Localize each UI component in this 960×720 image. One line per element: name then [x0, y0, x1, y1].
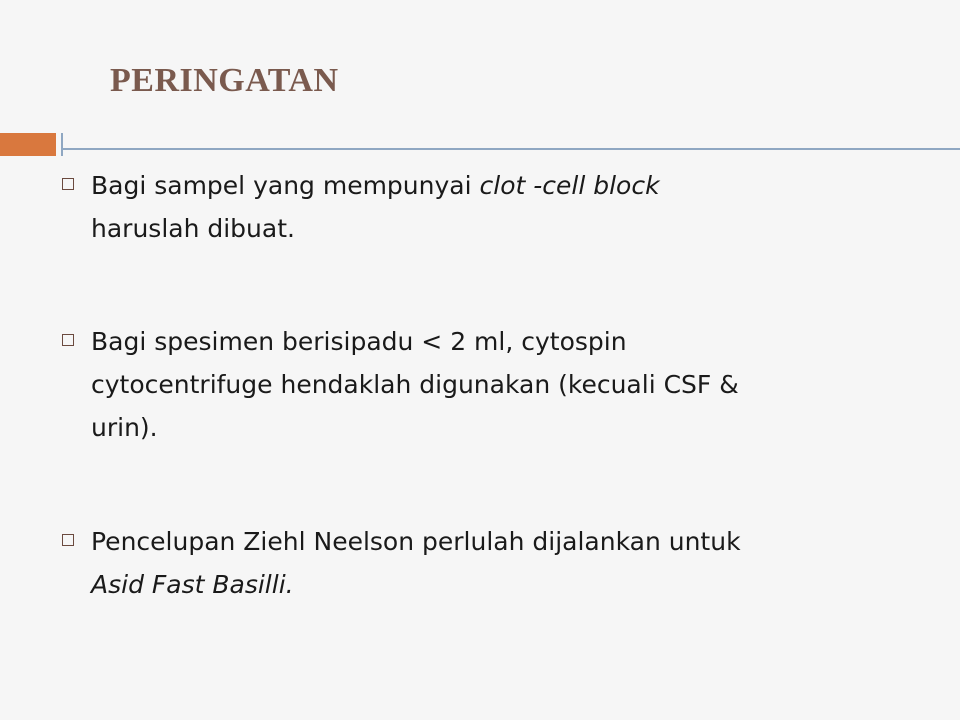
bullet-1-text-a: Bagi sampel yang mempunyai — [91, 171, 480, 200]
square-bullet-icon — [62, 534, 74, 546]
bullet-3-line-2: Asid Fast Basilli. — [91, 570, 294, 599]
accent-bar-orange — [0, 133, 56, 156]
bullet-text-1 — [91, 164, 921, 250]
bullet-3-line-1: Pencelupan Ziehl Neelson perlulah dijalankan untuk — [91, 527, 741, 556]
accent-line-vertical — [61, 133, 63, 156]
bullet-text-3 — [91, 520, 921, 606]
bullet-2-line-2: cytocentrifuge hendaklah digunakan (kecuali CSF & — [91, 370, 739, 399]
bullet-2-line-3: urin). — [91, 413, 158, 442]
square-bullet-icon — [62, 334, 74, 346]
bullet-1-line-2: haruslah dibuat. — [91, 214, 295, 243]
square-bullet-icon — [62, 178, 74, 190]
accent-line-horizontal — [61, 148, 960, 150]
bullet-1-text-italic: clot -cell block — [479, 171, 660, 200]
slide-title: PERINGATAN — [110, 62, 339, 99]
bullet-text-2 — [91, 320, 921, 449]
bullet-2-line-1: Bagi spesimen berisipadu < 2 ml, cytospin — [91, 327, 627, 356]
